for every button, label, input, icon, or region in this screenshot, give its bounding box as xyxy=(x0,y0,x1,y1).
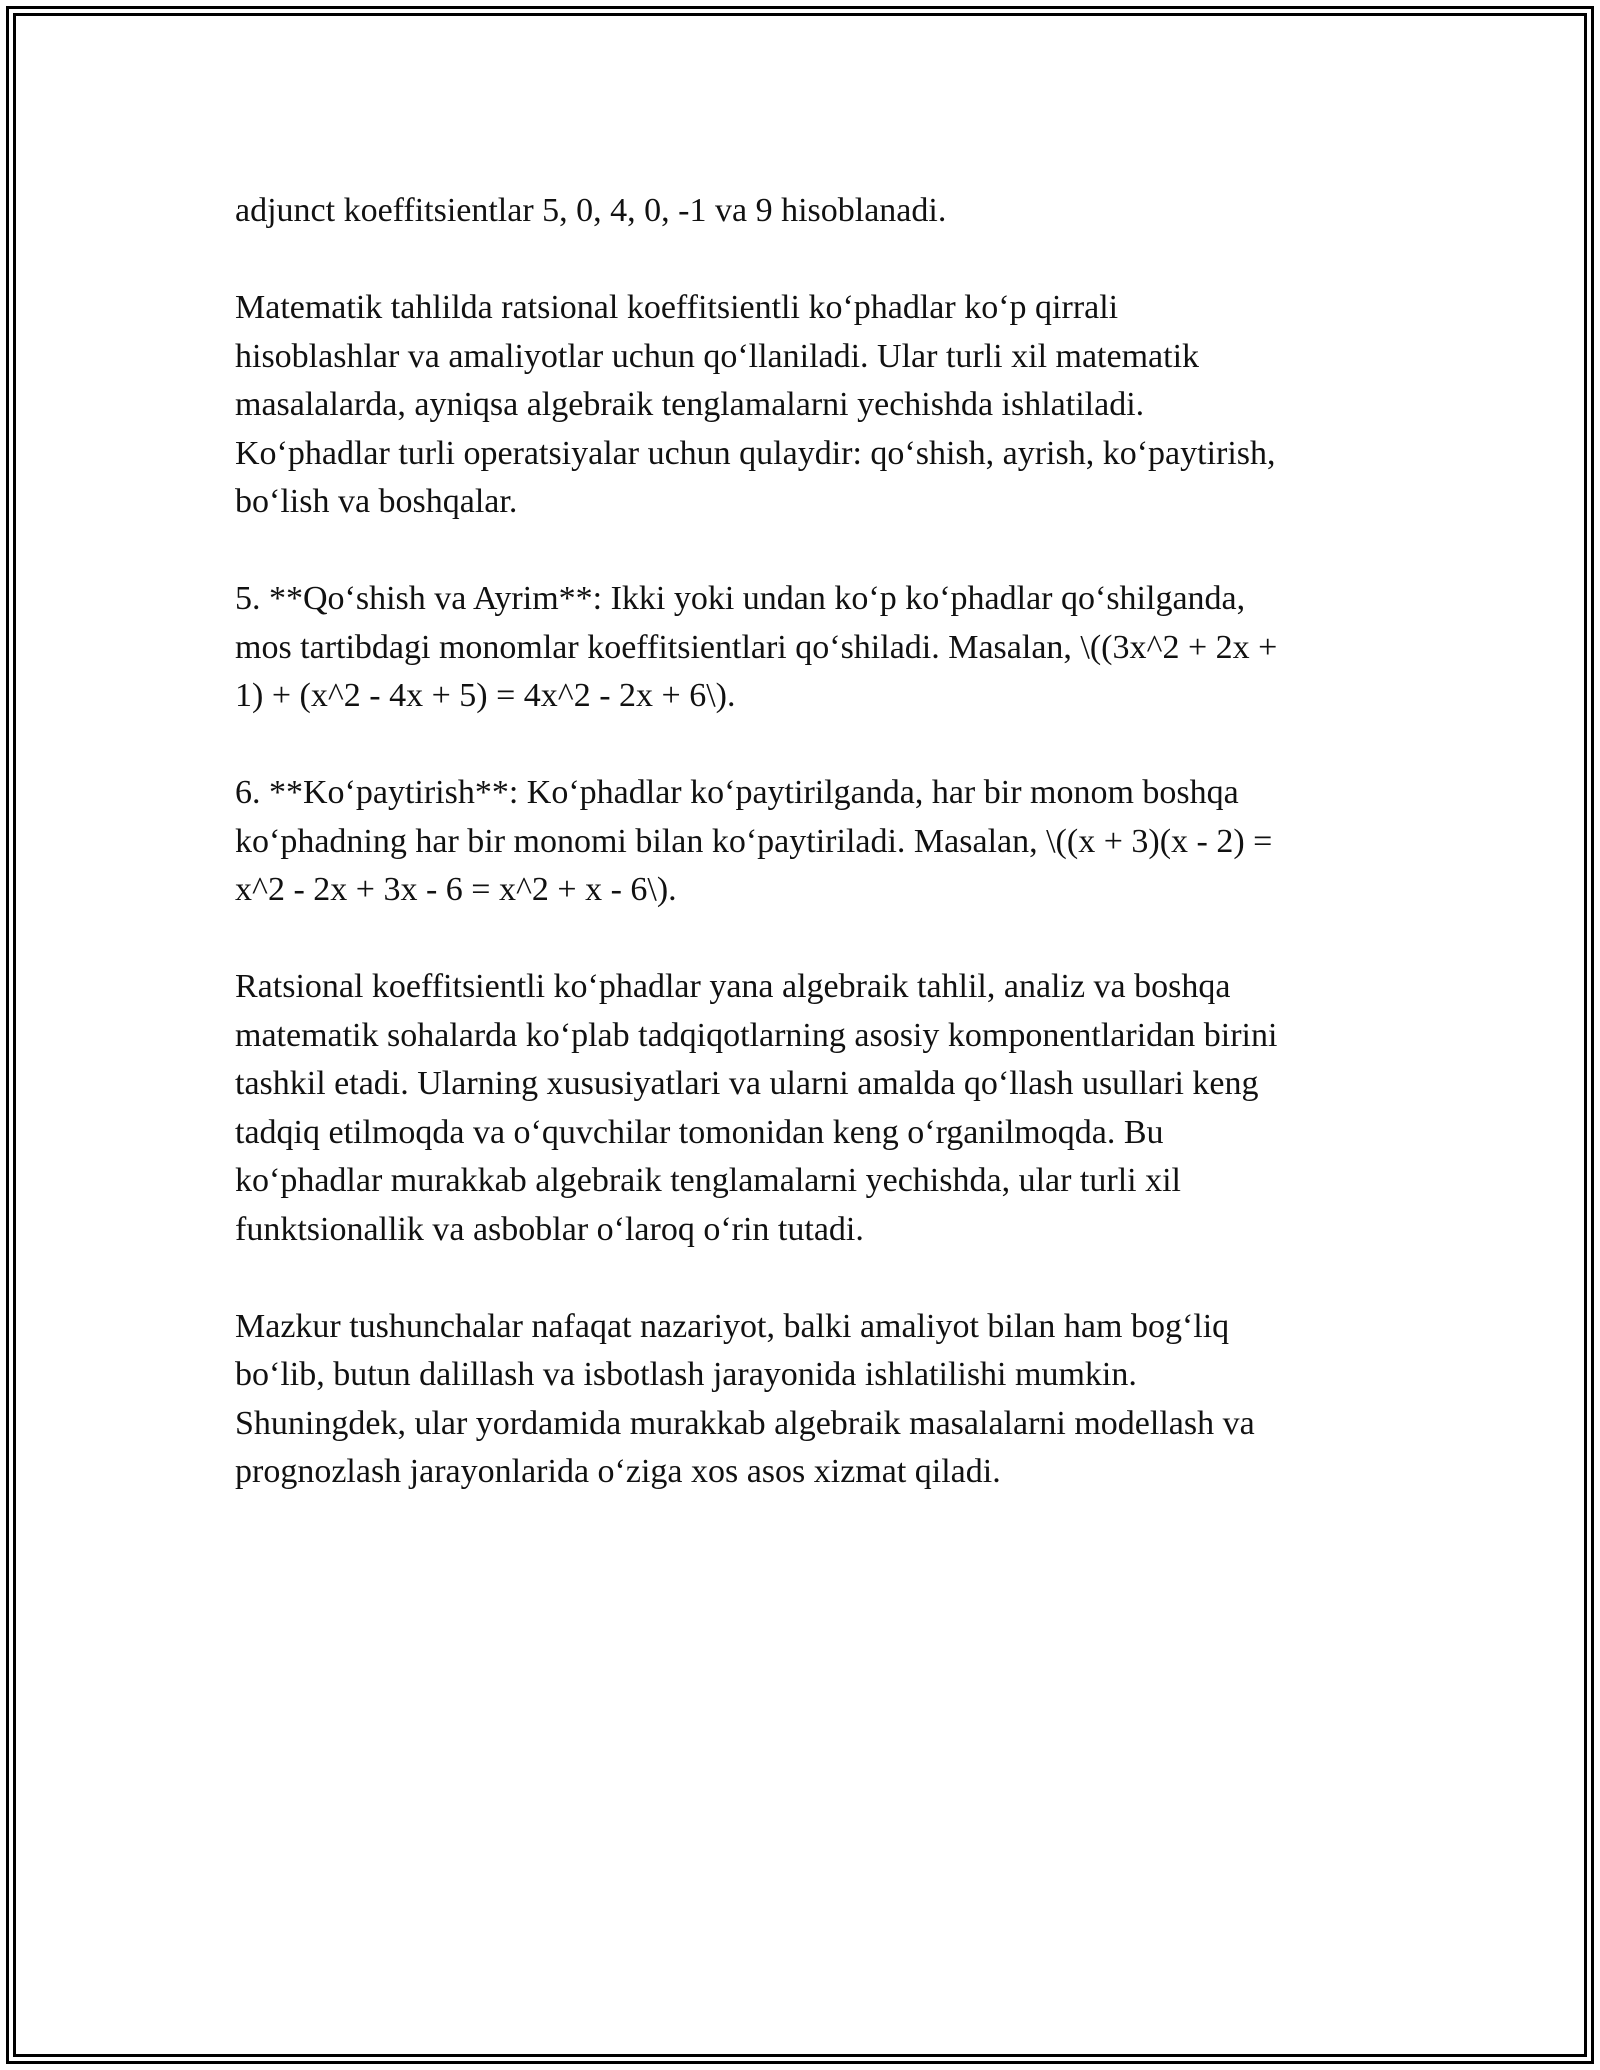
text-line: Ratsional koeffitsientli ko‘phadlar yana algebraik tahlil, analiz va boshqa xyxy=(235,968,1231,1005)
paragraph-1 xyxy=(235,187,1375,236)
text-line: matematik sohalarda ko‘plab tadqiqotlarning asosiy komponentlaridan birini xyxy=(235,1016,1278,1054)
text-line: ko‘phadlar murakkab algebraik tenglamalarni yechishda, ular turli xil xyxy=(235,1162,1181,1199)
text-line: Ko‘phadlar turli operatsiyalar uchun qulaydir: qo‘shish, ayrish, ko‘paytirish, xyxy=(235,434,1276,472)
text-line: adjunct koeffitsientlar 5, 0, 4, 0, -1 va 9 hisoblanadi. xyxy=(235,192,947,229)
text-line: 5. **Qo‘shish va Ayrim**: Ikki yoki undan ko‘p ko‘phadlar qo‘shilganda, xyxy=(235,580,1246,617)
paragraph-5 xyxy=(235,963,1375,1254)
text-line: hisoblashlar va amaliyotlar uchun qo‘llaniladi. Ular turli xil matematik xyxy=(235,337,1200,375)
text-line: ko‘phadning har bir monomi bilan ko‘paytiriladi. Masalan, \((x + 3)(x - 2) = xyxy=(235,822,1273,860)
text-line: 6. **Ko‘paytirish**: Ko‘phadlar ko‘paytirilganda, har bir monom boshqa xyxy=(235,774,1239,811)
text-line: Shuningdek, ular yordamida murakkab algebraik masalalarni modellash va xyxy=(235,1404,1255,1442)
text-line: tadqiq etilmoqda va o‘quvchilar tomonidan keng o‘rganilmoqda. Bu xyxy=(235,1113,1164,1151)
paragraph-3 xyxy=(235,575,1375,721)
text-line: bo‘lish va boshqalar. xyxy=(235,483,518,520)
text-line: prognozlash jarayonlarida o‘ziga xos asos xizmat qiladi. xyxy=(235,1453,1001,1490)
text-line: mos tartibdagi monomlar koeffitsientlari qo‘shiladi. Masalan, \((3x^2 + 2x + xyxy=(235,628,1278,666)
text-line: Matematik tahlilda ratsional koeffitsientli ko‘phadlar ko‘p qirrali xyxy=(235,289,1119,326)
text-line: 1) + (x^2 - 4x + 5) = 4x^2 - 2x + 6\). xyxy=(235,677,736,714)
text-line: masalalarda, ayniqsa algebraik tenglamalarni yechishda ishlatiladi. xyxy=(235,386,1145,423)
text-line: tashkil etadi. Ularning xususiyatlari va ularni amalda qo‘llash usullari keng xyxy=(235,1065,1259,1102)
text-line: bo‘lib, butun dalillash va isbotlash jarayonida ishlatilishi mumkin. xyxy=(235,1356,1137,1393)
paragraph-4 xyxy=(235,769,1375,915)
paragraph-6 xyxy=(235,1303,1375,1497)
text-line: Mazkur tushunchalar nafaqat nazariyot, balki amaliyot bilan ham bog‘liq xyxy=(235,1307,1230,1345)
document-body xyxy=(235,187,1375,1545)
text-line: x^2 - 2x + 3x - 6 = x^2 + x - 6\). xyxy=(235,871,677,908)
paragraph-2 xyxy=(235,284,1375,527)
text-line: funktsionallik va asboblar o‘laroq o‘rin tutadi. xyxy=(235,1210,864,1248)
